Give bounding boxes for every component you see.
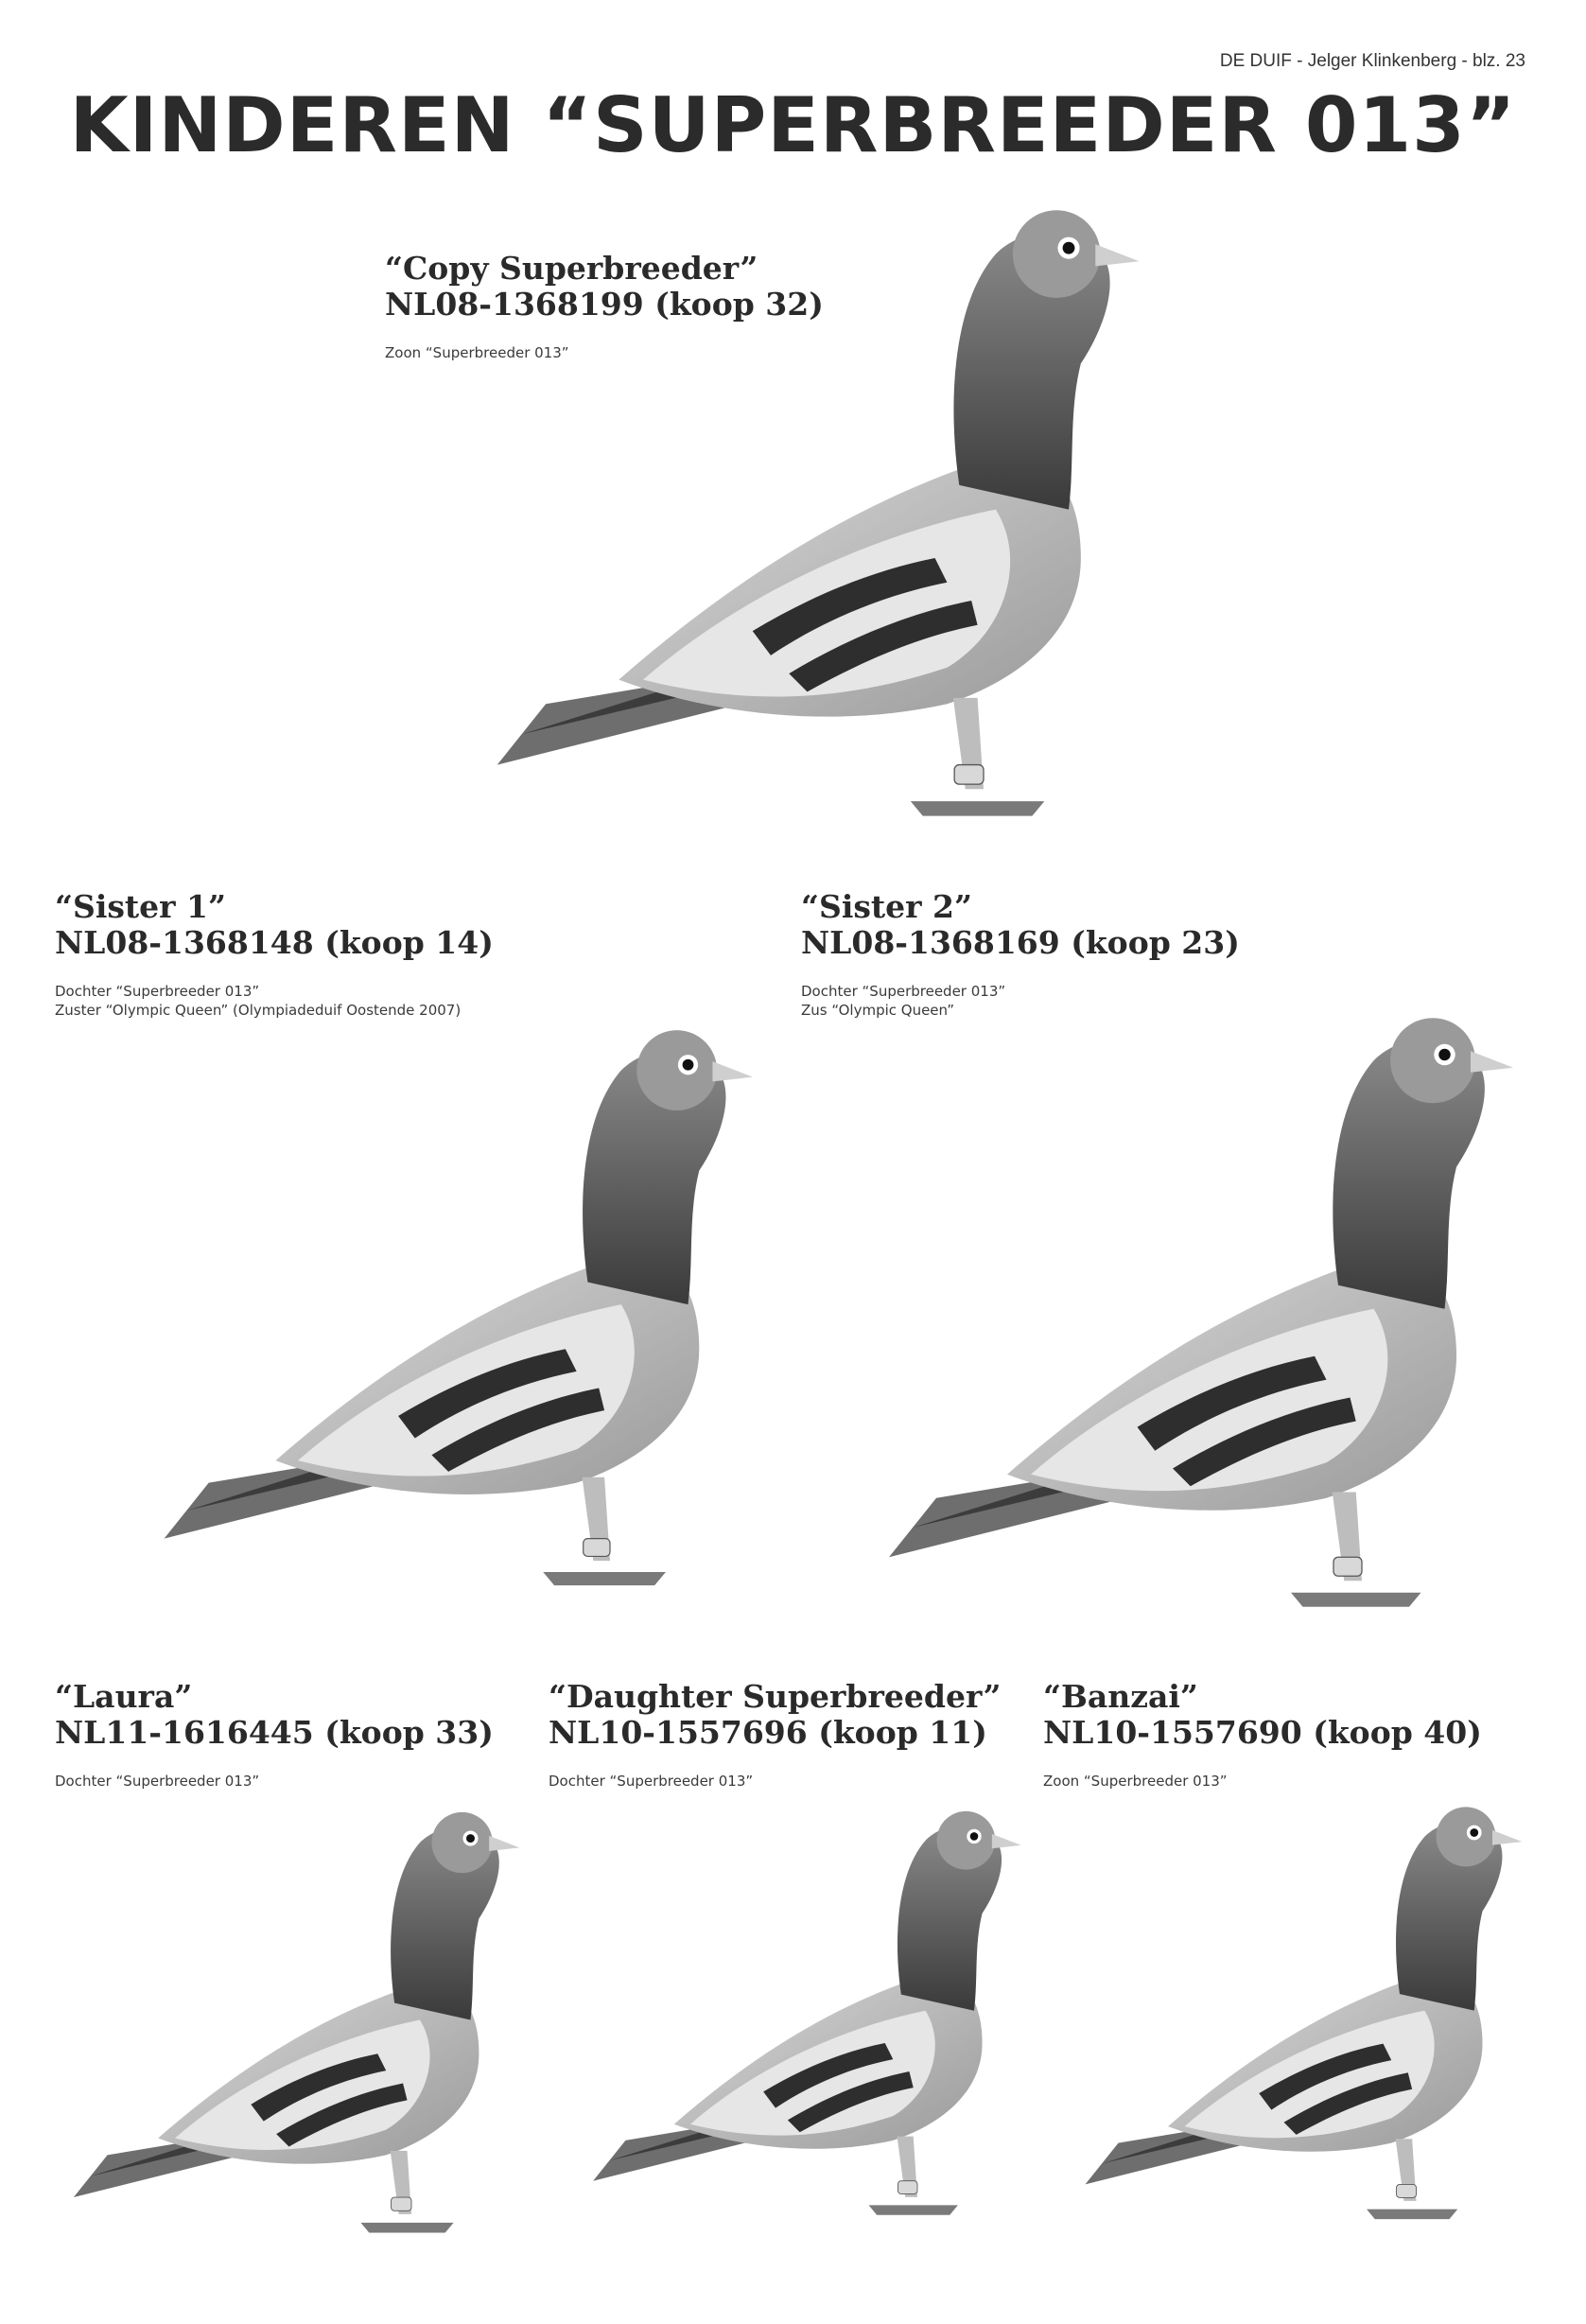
pigeon-name: “Laura” xyxy=(55,1678,193,1715)
pedigree-description xyxy=(55,1772,494,1791)
description-line: Dochter “Superbreeder 013” xyxy=(55,982,260,1000)
entry-laura xyxy=(55,1679,494,1791)
pigeon-name: “Sister 1” xyxy=(55,888,226,925)
description-line: Zuster “Olympic Queen” (Olympiadeduif Oostende 2007) xyxy=(55,1002,462,1020)
pigeon-name: “Daughter Superbreeder” xyxy=(549,1678,1002,1715)
ring-number: NL08-1368169 (koop 23) xyxy=(801,923,1240,961)
description-line: Dochter “Superbreeder 013” xyxy=(549,1772,754,1790)
pigeon-name: “Sister 2” xyxy=(801,888,972,925)
pigeon-photo xyxy=(142,979,766,1641)
pigeon-photo xyxy=(473,180,1154,851)
entry-banzai xyxy=(1043,1679,1482,1791)
description-line: Dochter “Superbreeder 013” xyxy=(801,982,1006,1000)
page-title: KINDEREN “SUPERBREEDER 013” xyxy=(69,81,1517,169)
pigeon-name: “Banzai” xyxy=(1043,1678,1198,1715)
pigeon-photo xyxy=(577,1788,1031,2242)
running-head: DE DUIF - Jelger Klinkenberg - blz. 23 xyxy=(1219,51,1525,71)
entry-daughter-superbreeder xyxy=(549,1679,1002,1791)
ring-number: NL10-1557690 (koop 40) xyxy=(1043,1713,1482,1751)
ring-number: NL11-1616445 (koop 33) xyxy=(55,1713,494,1751)
pigeon-photo xyxy=(865,984,1527,1646)
pigeon-name: “Copy Superbreeder” xyxy=(385,250,758,287)
ring-number: NL08-1368148 (koop 14) xyxy=(55,923,494,961)
ring-number: NL08-1368199 (koop 32) xyxy=(385,285,824,323)
description-line: Zoon “Superbreeder 013” xyxy=(1043,1772,1228,1790)
description-line: Dochter “Superbreeder 013” xyxy=(55,1772,260,1790)
description-line: Zus “Olympic Queen” xyxy=(801,1002,954,1020)
pigeon-photo xyxy=(57,1797,530,2251)
ring-number: NL10-1557696 (koop 11) xyxy=(549,1713,987,1751)
pigeon-photo xyxy=(1069,1788,1532,2242)
description-line: Zoon “Superbreeder 013” xyxy=(385,343,569,361)
